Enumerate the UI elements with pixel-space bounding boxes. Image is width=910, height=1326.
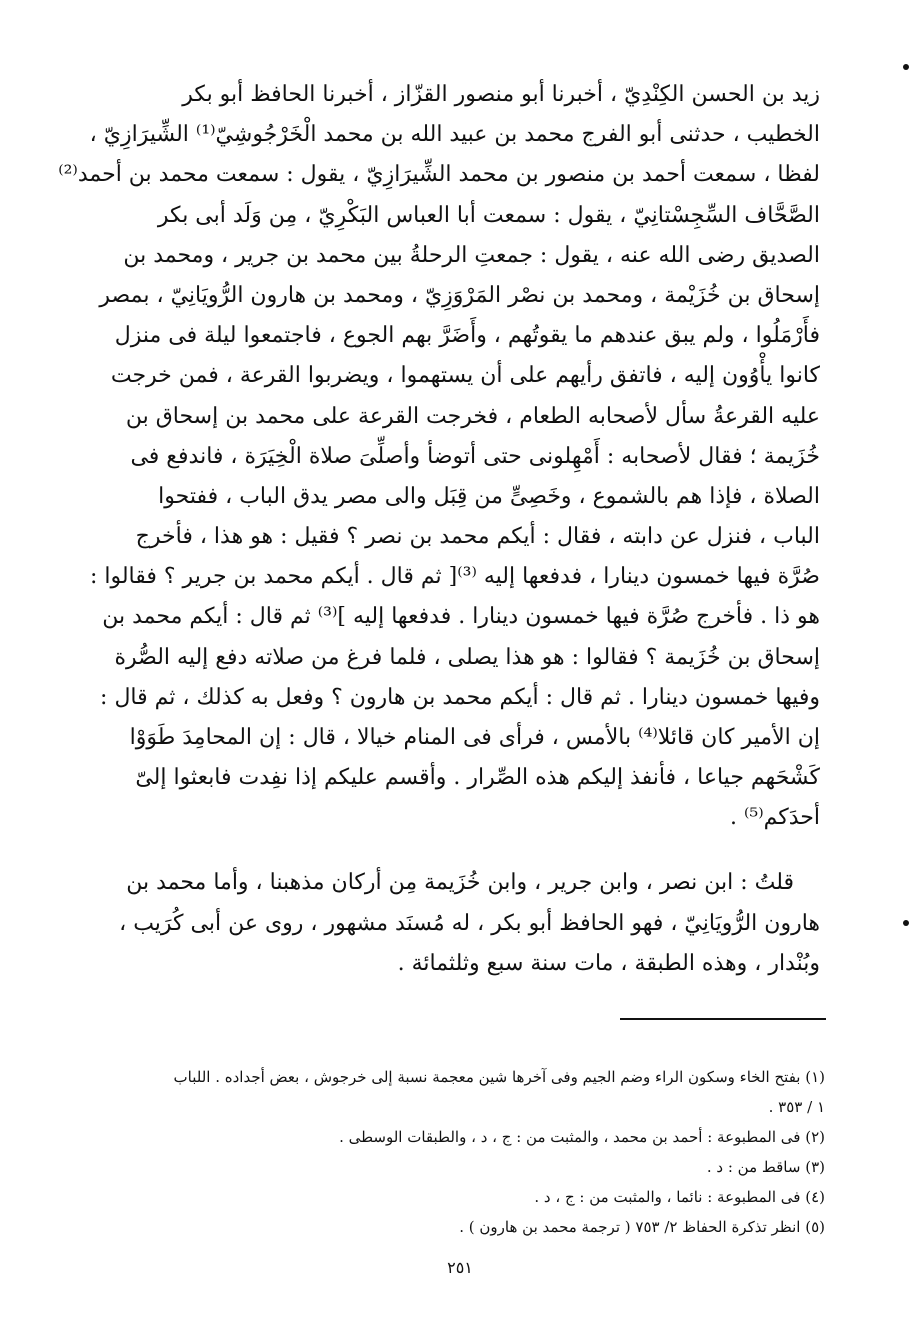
text-line: لفظا ، سمعت أحمد بن منصور بن محمد الشِّيرَازِيّ ، يقول : سمعت محمد بن أحمد⁽²⁾ (58, 162, 820, 188)
text-line: كانوا يأْوُون إليه ، فاتفق رأيهم على أن يستهموا ، ويضربوا القرعة ، فمن خرجت (110, 363, 820, 389)
text-line: الباب ، فنزل عن دابته ، فقال : أيكم محمد بن نصر ؟ فقيل : هو هذا ، فأخرج (135, 524, 820, 550)
margin-mark-middle (903, 920, 909, 926)
main-paragraph (58, 75, 820, 839)
text-line: وفيها خمسون دينارا . ثم قال : أيكم محمد بن هارون ؟ وفعل به كذلك ، ثم قال : (100, 684, 820, 710)
text-line: زيد بن الحسن الكِنْدِيّ ، أخبرنا أبو منصور القزّاز ، أخبرنا الحافظ أبو بكر (182, 82, 820, 107)
footnote-2: (٢) فى المطبوعة : أحمد بن محمد ، والمثبت من : ج ، د ، والطبقات الوسطى . (339, 1128, 825, 1146)
footnote-5: (٥) انظر تذكرة الحفاظ ٢/ ٧٥٣ ( ترجمة محمد بن هارون ) . (459, 1218, 825, 1236)
page-number: ٢٥١ (447, 1258, 473, 1277)
footnote-3: (٣) ساقط من : د . (706, 1158, 825, 1176)
footnote-1: (١) بفتح الخاء وسكون الراء وضم الجيم وفى آخرها شين معجمة نسبة إلى خرجوش ، بعض أجداده . اللباب (173, 1068, 825, 1086)
text-line: قلتُ : ابن نصر ، وابن جرير ، وابن خُزَيمة مِن أركان مذهبنا ، وأما محمد بن (126, 870, 794, 895)
text-line: هارون الرُّويَانِيّ ، فهو الحافظ أبو بكر ، له مُسنَد مشهور ، روى عن أبى كُرَيب ، (119, 910, 820, 936)
margin-mark-top (903, 64, 909, 70)
footnotes (95, 1062, 825, 1242)
text-line: أحدَكم⁽⁵⁾ . (730, 805, 820, 831)
text-line: الصديق رضى الله عنه ، يقول : جمعتِ الرحلةُ بين محمد بن جرير ، ومحمد بن (123, 242, 820, 268)
text-line: الصلاة ، فإذا هم بالشموع ، وخَصِىٍّ من قِبَل والى مصر يدق الباب ، ففتحوا (158, 483, 820, 509)
text-line: عليه القرعةُ سأل لأصحابه الطعام ، فخرجت القرعة على محمد بن إسحاق بن (125, 403, 820, 429)
text-line: هو ذا . فأخرج صُرَّة فيها خمسون دينارا . فدفعها إليه ]⁽³⁾ ثم قال : أيكم محمد بن (102, 604, 820, 630)
footnote-separator (620, 1018, 826, 1020)
text-line: فأَرْمَلُوا ، ولم يبق عندهم ما يقوتُهم ، وأَضَرَّ بهم الجوع ، فاجتمعوا ليلة فى منزل (114, 323, 820, 349)
text-line: كَشْحَهم جياعا ، فأنفذ إليكم هذه الصِّرار . وأقسم عليكم إذا نفِدت فابعثوا إلىّ (135, 765, 820, 791)
text-line: وبُنْدار ، وهذه الطبقة ، مات سنة سبع وثلثمائة . (397, 951, 820, 976)
text-line: إسحاق بن خُزَيْمة ، ومحمد بن نصْر المَرْوَزِيّ ، ومحمد بن هارون الرُّويَانِيّ ، بمصر (99, 282, 820, 308)
text-line: إسحاق بن خُزَيمة ؟ فقالوا : هو هذا يصلى ، فلما فرغ من صلاته دفع إليه الصُّرة (114, 644, 820, 670)
text-line: صُرَّة فيها خمسون دينارا ، فدفعها إليه ⁽³⁾[ ثم قال . أيكم محمد بن جرير ؟ فقالوا : (89, 564, 820, 590)
text-line: إن الأمير كان قائلا⁽⁴⁾ بالأمس ، فرأى فى المنام خيالا ، قال : إن المحامِدَ طَوَوْا (129, 725, 820, 750)
text-line: خُزَيمة ؛ فقال لأصحابه : أَمْهِلونى حتى أتوضأ وأصلِّىَ صلاة الْخِيَرَة ، فاندفع فى (130, 443, 820, 469)
footnote-1-continued: ١ / ٣٥٣ . (768, 1098, 825, 1116)
commentary-paragraph (95, 863, 820, 985)
text-line: الصَّحَّاف السِّجِسْتانِيّ ، يقول : سمعت أبا العباس البَكْرِيّ ، مِن وَلَد أبى بكر (157, 202, 820, 228)
footnote-4: (٤) فى المطبوعة : نائما ، والمثبت من : ج ، د . (534, 1188, 825, 1206)
text-line: الخطيب ، حدثنى أبو الفرج محمد بن عبيد الله بن محمد الْخَرْجُوشِيّ⁽¹⁾ الشِّيرَازِيّ ، (89, 122, 820, 148)
